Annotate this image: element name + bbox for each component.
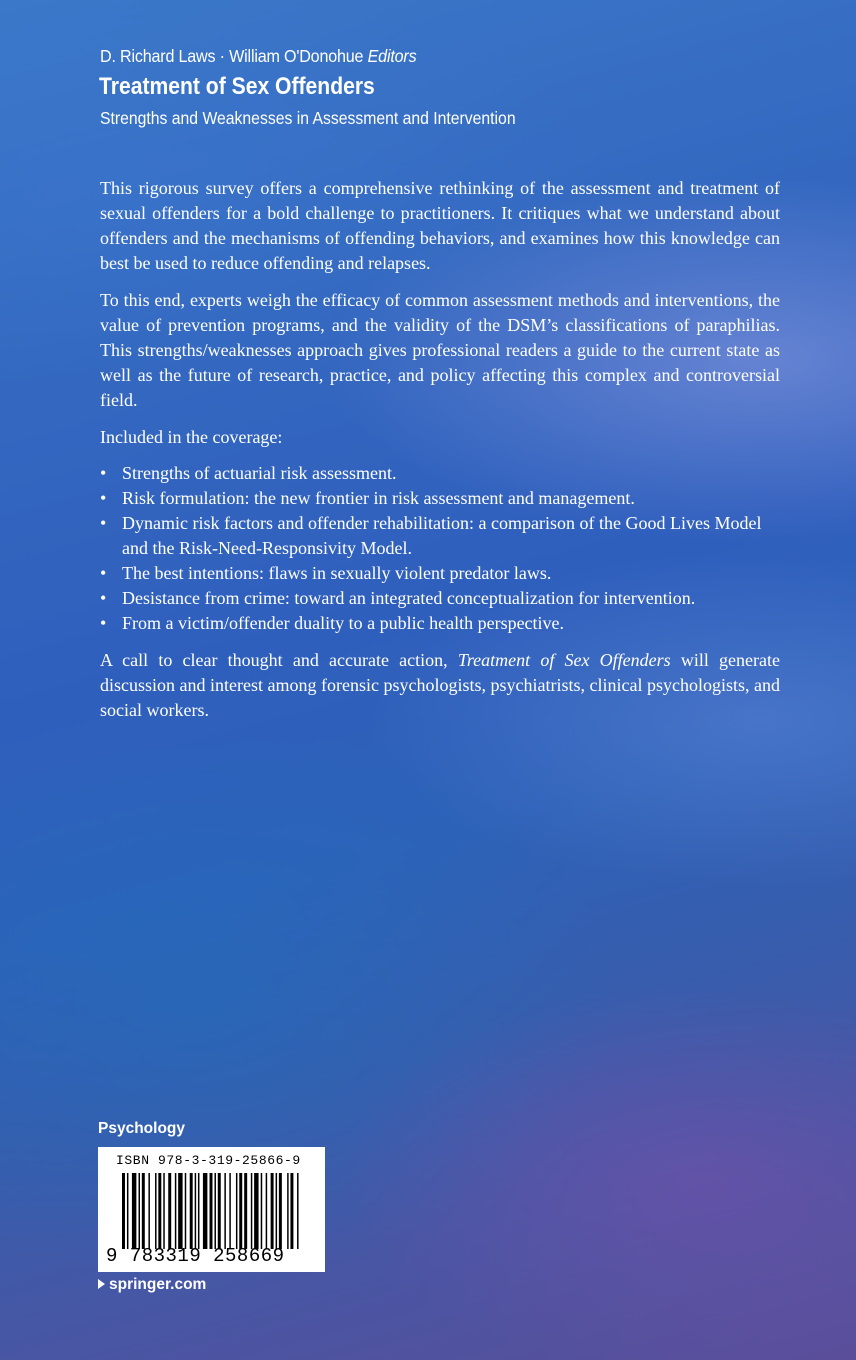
- editor-name: D. Richard Laws: [100, 46, 216, 66]
- barcode-bar: [175, 1173, 176, 1249]
- description-paragraph: This rigorous survey offers a comprehensive rethinking of the assessment and treatment of sexual offenders for a bold challenge to practitioners. It critiques what we understand about offenders and the mechanisms of offending behaviors, and examines how this knowledge can best be used to reduce offending and relapses.: [100, 178, 780, 273]
- closing-book-title: Treatment of Sex Offenders: [457, 650, 671, 670]
- closing-paragraph: [100, 648, 780, 723]
- barcode-bar: [198, 1173, 199, 1249]
- barcode-bar: [142, 1173, 145, 1249]
- barcode-bar: [254, 1173, 258, 1249]
- barcode-bar: [290, 1173, 293, 1249]
- publisher-website: springer.com: [109, 1276, 207, 1293]
- isbn-number: ISBN 978-3-319-25866-9: [116, 1153, 301, 1168]
- list-item: [100, 461, 780, 486]
- barcode-bar: [297, 1173, 298, 1249]
- barcode-bars: [122, 1173, 302, 1249]
- editors-line: [100, 46, 416, 67]
- barcode-bar: [214, 1173, 215, 1249]
- barcode-bar: [163, 1173, 164, 1249]
- editor-separator: ·: [219, 46, 225, 66]
- book-title: Treatment of Sex Offenders: [99, 73, 375, 100]
- list-item-text: Desistance from crime: toward an integrated conceptualization for intervention.: [122, 588, 696, 608]
- barcode-bar: [210, 1173, 213, 1249]
- list-item-text: Risk formulation: the new frontier in risk assessment and management.: [122, 488, 635, 508]
- barcode-bar: [244, 1173, 247, 1249]
- list-item: [100, 586, 780, 611]
- closing-text-end: will generate discussion and interest among forensic psychologists, psychiatrists, clinical psychologists, and social workers.: [100, 650, 780, 720]
- barcode-bar: [139, 1173, 140, 1249]
- list-item: [100, 511, 780, 561]
- list-item: [100, 561, 780, 586]
- list-item: [100, 486, 780, 511]
- list-item-text: From a victim/offender duality to a public health perspective.: [122, 613, 565, 633]
- closing-text-start: A call to clear thought and accurate action,: [100, 650, 458, 670]
- coverage-list: [100, 461, 780, 636]
- barcode-bar: [195, 1173, 196, 1249]
- barcode-bar: [224, 1173, 225, 1249]
- book-subtitle: Strengths and Weaknesses in Assessment and Intervention: [100, 108, 516, 128]
- barcode-bar: [236, 1173, 237, 1249]
- list-item: [100, 611, 780, 636]
- barcode-bar: [190, 1173, 193, 1249]
- barcode-bar: [251, 1173, 252, 1249]
- list-item-text: Strengths of actuarial risk assessment.: [122, 463, 397, 483]
- barcode-bar: [158, 1173, 161, 1249]
- editor-name: William O'Donohue: [229, 46, 364, 66]
- editors-role: Editors: [367, 46, 417, 66]
- barcode-bar: [122, 1173, 125, 1249]
- coverage-intro: Included in the coverage:: [100, 427, 283, 447]
- barcode-bar: [218, 1173, 221, 1249]
- list-item-text: The best intentions: flaws in sexually violent predator laws.: [122, 563, 552, 583]
- subject-category: Psychology: [98, 1120, 185, 1137]
- triangle-right-icon: [98, 1279, 105, 1289]
- barcode-bar: [266, 1173, 267, 1249]
- barcode-bar: [127, 1173, 128, 1249]
- barcode-bar: [261, 1173, 262, 1249]
- barcode-bar: [155, 1173, 156, 1249]
- bullet-icon: •: [100, 463, 107, 483]
- list-item-text: Dynamic risk factors and offender rehabilitation: a comparison of the Good Lives Model and the Risk-Need-Responsivity Model.: [122, 513, 762, 558]
- barcode-bar: [279, 1173, 282, 1249]
- barcode-bar: [276, 1173, 277, 1249]
- barcode-bar: [271, 1173, 274, 1249]
- barcode-bar: [178, 1173, 182, 1249]
- barcode-bar: [132, 1173, 136, 1249]
- bullet-icon: •: [100, 563, 107, 583]
- barcode-bar: [229, 1173, 230, 1249]
- barcode-bar: [185, 1173, 186, 1249]
- description-paragraph: To this end, experts weigh the efficacy of common assessment methods and interventions, the value of prevention programs, and the validity of the DSM’s classifications of paraphilias. This strengths/weaknesses approach gives professional readers a guide to the current state as well as the future of research, practice, and policy affecting this complex and controversial field.: [100, 290, 780, 410]
- barcode-digits: 9 783319 258669: [106, 1245, 285, 1267]
- publisher-link[interactable]: [98, 1276, 206, 1294]
- barcode-bar: [287, 1173, 288, 1249]
- bullet-icon: •: [100, 613, 107, 633]
- description: [100, 176, 780, 735]
- barcode-bar: [168, 1173, 171, 1249]
- bullet-icon: •: [100, 488, 107, 508]
- barcode-bar: [203, 1173, 207, 1249]
- bullet-icon: •: [100, 513, 107, 533]
- bullet-icon: •: [100, 588, 107, 608]
- barcode-bar: [239, 1173, 242, 1249]
- isbn-barcode: [98, 1147, 325, 1272]
- barcode-bar: [148, 1173, 149, 1249]
